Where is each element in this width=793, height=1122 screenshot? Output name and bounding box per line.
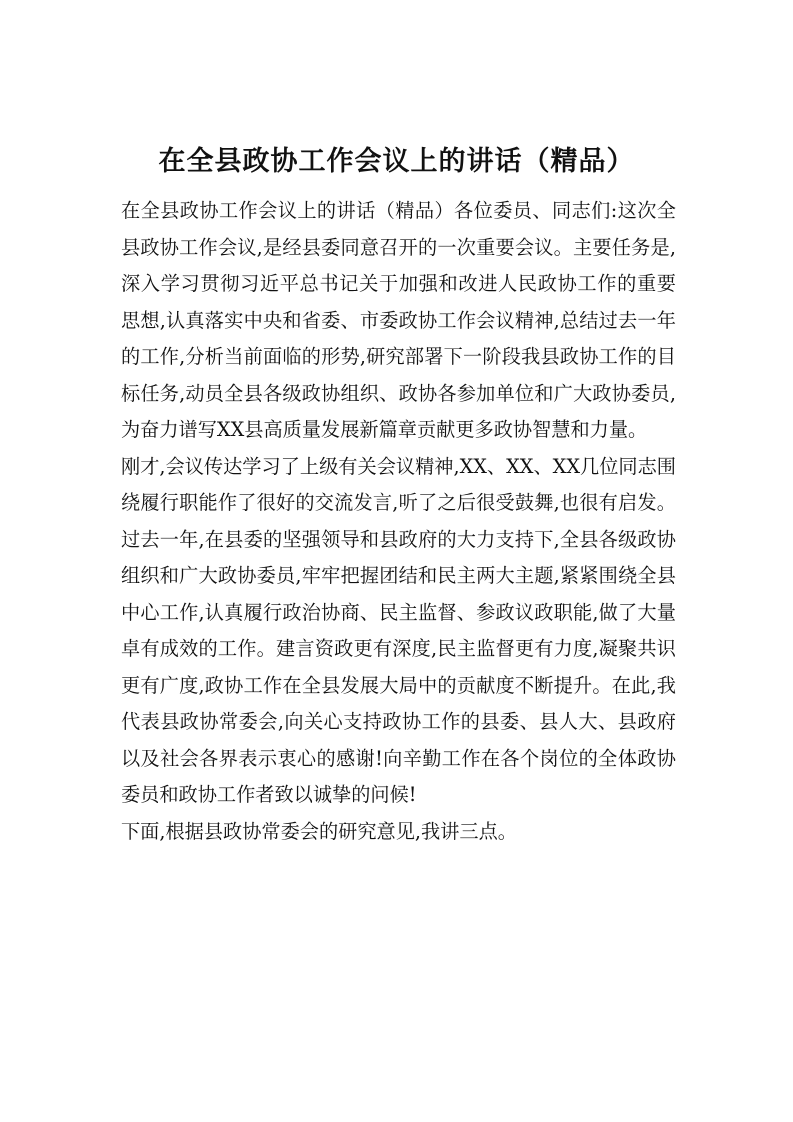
paragraph-outline: 下面,根据县政协常委会的研究意见,我讲三点。 [121,819,517,843]
document-body [121,193,676,850]
document-title: 在全县政协工作会议上的讲话（精品） [158,146,635,178]
paragraph-opening: 在全县政协工作会议上的讲话（精品）各位委员、同志们:这次全县政协工作会议,是经县委同意召开的一次重要会议。主要任务是,深入学习贯彻习近平总书记关于加强和改进人民政协工作的重要思想,认真落实中央和省委、市委政协工作会议精神,总结过去一年的工作,分析当前面临的形势,研究部署下一阶段我县政协工作的目标任务,动员全县各级政协组织、政协各参加单位和广大政协委员,为奋力谱写XX县高质量发展新篇章贡献更多政协智慧和力量。 [121,199,676,441]
paragraph-review: 刚才,会议传达学习了上级有关会议精神,XX、XX、XX几位同志围绕履行职能作了很好的交流发言,听了之后很受鼓舞,也很有启发。过去一年,在县委的坚强领导和县政府的大力支持下,全县各级政协组织和广大政协委员,牢牢把握团结和民主两大主题,紧紧围绕全县中心工作,认真履行政治协商、民主监督、参政议政职能,做了大量卓有成效的工作。建言资政更有深度,民主监督更有力度,凝聚共识更有广度,政协工作在全县发展大局中的贡献度不断提升。在此,我代表县政协常委会,向关心支持政协工作的县委、县人大、县政府以及社会各界表示衷心的感谢!向辛勤工作在各个岗位的全体政协委员和政协工作者致以诚挚的问候! [121,454,676,806]
